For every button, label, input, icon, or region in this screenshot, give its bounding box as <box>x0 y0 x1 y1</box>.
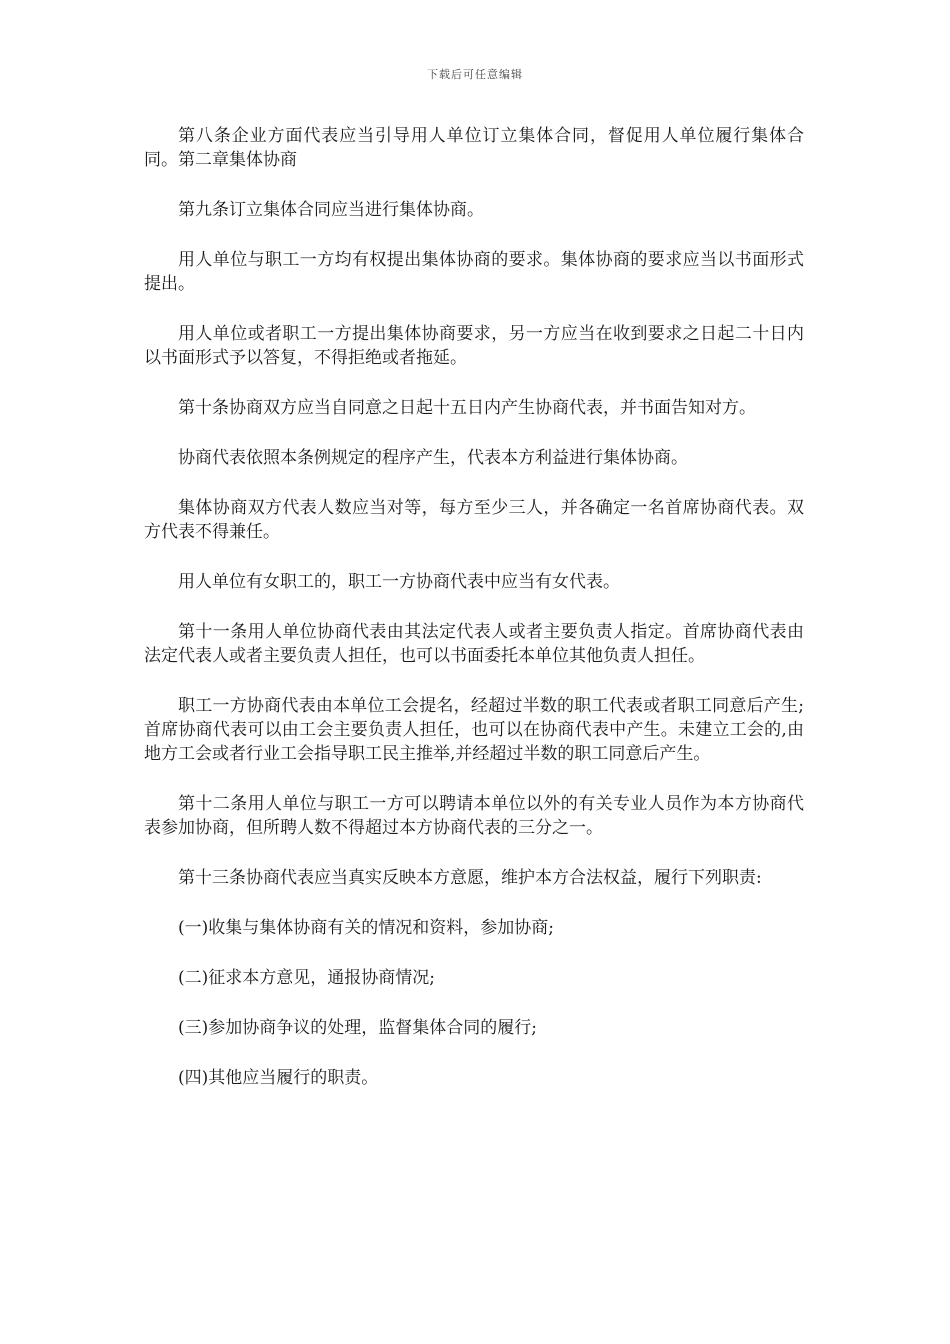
list-item: (四)其他应当履行的职责。 <box>178 1068 379 1088</box>
list-item: (三)参加协商争议的处理，监督集体合同的履行; <box>178 1018 537 1038</box>
paragraph: 职工一方协商代表由本单位工会提名，经超过半数的职工代表或者职工同意后产生;首席协商代表可以由工会主要负责人担任，也可以在协商代表中产生。未建立工会的,由地方工会或者行业工会指导职工民主推举,并经超过半数的职工同意后产生。 <box>144 696 804 764</box>
paragraph: 第九条订立集体合同应当进行集体协商。 <box>178 200 484 220</box>
paragraph: 用人单位或者职工一方提出集体协商要求，另一方应当在收到要求之日起二十日内以书面形式予以答复，不得拒绝或者拖延。 <box>144 324 804 368</box>
paragraph: 协商代表依照本条例规定的程序产生，代表本方利益进行集体协商。 <box>178 448 688 468</box>
list-item: (二)征求本方意见，通报协商情况; <box>178 968 435 988</box>
paragraph: 用人单位与职工一方均有权提出集体协商的要求。集体协商的要求应当以书面形式提出。 <box>144 250 804 294</box>
paragraph: 第十三条协商代表应当真实反映本方意愿，维护本方合法权益，履行下列职责: <box>178 868 762 888</box>
document-body <box>144 124 804 1116</box>
paragraph: 集体协商双方代表人数应当对等，每方至少三人，并各确定一名首席协商代表。双方代表不得兼任。 <box>144 498 804 542</box>
paragraph: 第八条企业方面代表应当引导用人单位订立集体合同，督促用人单位履行集体合同。第二章集体协商 <box>144 126 804 170</box>
list-item: (一)收集与集体协商有关的情况和资料，参加协商; <box>178 918 554 938</box>
paragraph: 第十二条用人单位与职工一方可以聘请本单位以外的有关专业人员作为本方协商代表参加协商，但所聘人数不得超过本方协商代表的三分之一。 <box>144 794 804 838</box>
paragraph: 第十一条用人单位协商代表由其法定代表人或者主要负责人指定。首席协商代表由法定代表人或者主要负责人担任，也可以书面委托本单位其他负责人担任。 <box>144 622 804 666</box>
page-header: 下载后可任意编辑 <box>427 68 523 81</box>
paragraph: 用人单位有女职工的，职工一方协商代表中应当有女代表。 <box>178 572 620 592</box>
paragraph: 第十条协商双方应当自同意之日起十五日内产生协商代表，并书面告知对方。 <box>178 398 756 418</box>
